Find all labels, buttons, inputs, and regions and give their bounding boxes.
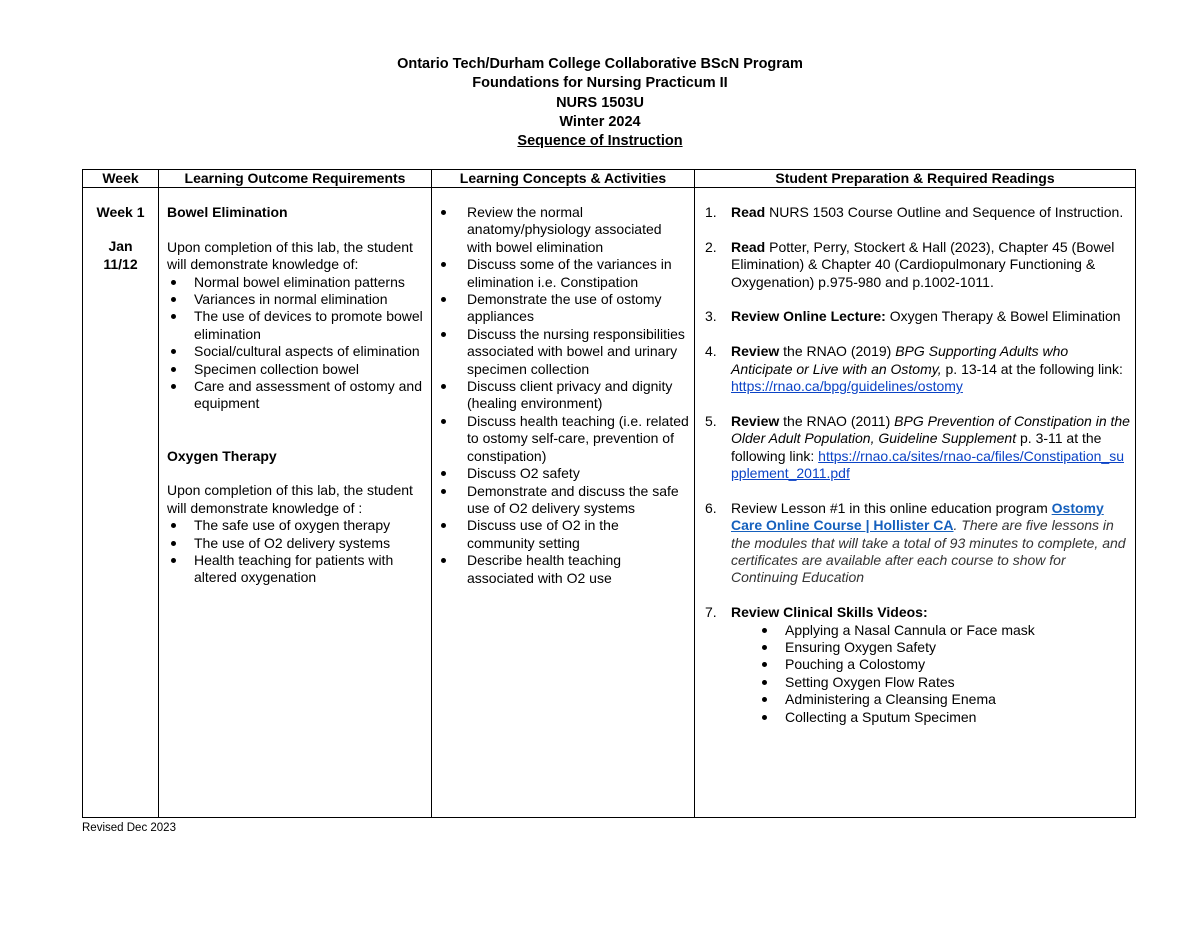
- reading-item-6: 6. Review Lesson #1 in this online education program Ostomy Care Online Course | Hollister CA. There are five lessons in the modules that will take a total of 93 minutes to complete, and certificates are available after each course to show for Continuing Education: [705, 499, 1126, 586]
- oxygen-outcome-list: [167, 517, 427, 587]
- week-date-days: 11/12: [103, 255, 138, 272]
- reading-item-5: 5. Review the RNAO (2011) BPG Prevention of Constipation in the Older Adult Population, Guideline Supplement p. 3-11 at the following link: https://rnao.ca/sites/rnao-ca/files/Constipation_supplement_2011.pdf: [705, 412, 1130, 482]
- list-item: The use of devices to promote bowel elimination: [167, 308, 427, 343]
- reading-item-7: 7. Review Clinical Skills Videos: Applying a Nasal Cannula or Face mask Ensuring Oxygen Safety Pouching a Colostomy Setting Oxygen Flow Rates Administering a Cleansing Enema Collecting a Sputum Specimen: [701, 604, 1131, 726]
- course-code: NURS 1503U: [556, 94, 644, 111]
- bowel-section-title: Bowel Elimination: [167, 204, 288, 220]
- program-title: Ontario Tech/Durham College Collaborative BScN Program: [397, 56, 803, 72]
- list-item: Demonstrate the use of ostomy appliances: [438, 291, 690, 326]
- reading-item-3: 3. Review Online Lecture: Oxygen Therapy & Bowel Elimination: [705, 308, 1121, 325]
- list-item: Health teaching for patients with altered oxygenation: [167, 552, 427, 587]
- list-item: Care and assessment of ostomy and equipment: [167, 378, 427, 413]
- list-item: Setting Oxygen Flow Rates: [761, 674, 1131, 691]
- table-header-row: [83, 170, 1136, 188]
- bowel-outcome-list: [167, 274, 427, 413]
- hollister-course-link[interactable]: Ostomy Care Online Course | Hollister CA: [731, 499, 1104, 534]
- header-outcomes: Learning Outcome Requirements: [159, 170, 432, 188]
- header-readings: Student Preparation & Required Readings: [695, 170, 1136, 188]
- list-item: Social/cultural aspects of elimination: [167, 343, 427, 360]
- list-item: Discuss use of O2 in the community setting: [438, 517, 690, 552]
- revision-note: Revised Dec 2023: [82, 822, 176, 834]
- document-title: Sequence of Instruction: [517, 133, 683, 150]
- table-row: [83, 188, 1136, 818]
- readings-list: [701, 204, 1131, 726]
- list-item: Specimen collection bowel: [167, 361, 427, 378]
- oxygen-intro: Upon completion of this lab, the student will demonstrate knowledge of :: [167, 482, 413, 516]
- list-item: Collecting a Sputum Specimen: [761, 709, 1131, 726]
- reading-item-1: 1. Read NURS 1503 Course Outline and Sequence of Instruction.: [705, 204, 1124, 220]
- list-item: Normal bowel elimination patterns: [167, 274, 427, 291]
- rnao-constipation-link[interactable]: https://rnao.ca/sites/rnao-ca/files/Constipation_supplement_2011.pdf: [731, 447, 1124, 482]
- week-label: Week 1: [96, 204, 145, 220]
- list-item: Administering a Cleansing Enema: [761, 691, 1131, 708]
- oxygen-section-title: Oxygen Therapy: [167, 447, 277, 464]
- list-item: The safe use of oxygen therapy: [167, 517, 427, 534]
- rnao-ostomy-link[interactable]: https://rnao.ca/bpg/guidelines/ostomy: [731, 378, 963, 395]
- header-concepts: Learning Concepts & Activities: [432, 170, 695, 188]
- skills-video-list: [731, 622, 1131, 726]
- concepts-cell: [432, 188, 695, 818]
- list-item: Ensuring Oxygen Safety: [761, 639, 1131, 656]
- list-item: Variances in normal elimination: [167, 291, 427, 308]
- readings-cell: [695, 188, 1136, 818]
- document-header: [0, 55, 1200, 151]
- list-item: Demonstrate and discuss the safe use of O2 delivery systems: [438, 483, 690, 518]
- reading-item-4: 4. Review the RNAO (2019) BPG Supporting Adults who Anticipate or Live with an Ostomy, p. 13-14 at the following link: https://rnao.ca/bpg/guidelines/ostomy: [705, 343, 1123, 395]
- concepts-list: [438, 204, 690, 587]
- sequence-table: [82, 169, 1136, 818]
- week-cell: [83, 188, 159, 818]
- outcomes-cell: [159, 188, 432, 818]
- list-item: Discuss the nursing responsibilities associated with bowel and urinary specimen collection: [438, 326, 690, 378]
- list-item: Discuss client privacy and dignity (healing environment): [438, 378, 690, 413]
- list-item: Applying a Nasal Cannula or Face mask: [761, 622, 1131, 639]
- term: Winter 2024: [559, 113, 641, 130]
- list-item: The use of O2 delivery systems: [167, 535, 427, 552]
- list-item: Describe health teaching associated with O2 use: [438, 552, 690, 587]
- header-week: Week: [83, 170, 159, 188]
- list-item: Pouching a Colostomy: [761, 656, 1131, 673]
- course-title: Foundations for Nursing Practicum II: [472, 75, 728, 92]
- reading-item-2: 2. Read Potter, Perry, Stockert & Hall (2023), Chapter 45 (Bowel Elimination) & Chapter 40 (Cardiopulmonary Functioning & Oxygenation) p.975-980 and p.1002-1011.: [705, 238, 1115, 290]
- list-item: Discuss health teaching (i.e. related to ostomy self-care, prevention of constipation): [438, 413, 690, 465]
- list-item: Discuss some of the variances in elimination i.e. Constipation: [438, 256, 690, 291]
- list-item: Discuss O2 safety: [438, 465, 690, 482]
- week-date-month: Jan: [108, 238, 133, 255]
- list-item: Review the normal anatomy/physiology associated with bowel elimination: [438, 204, 690, 256]
- bowel-intro: Upon completion of this lab, the student will demonstrate knowledge of:: [167, 238, 413, 273]
